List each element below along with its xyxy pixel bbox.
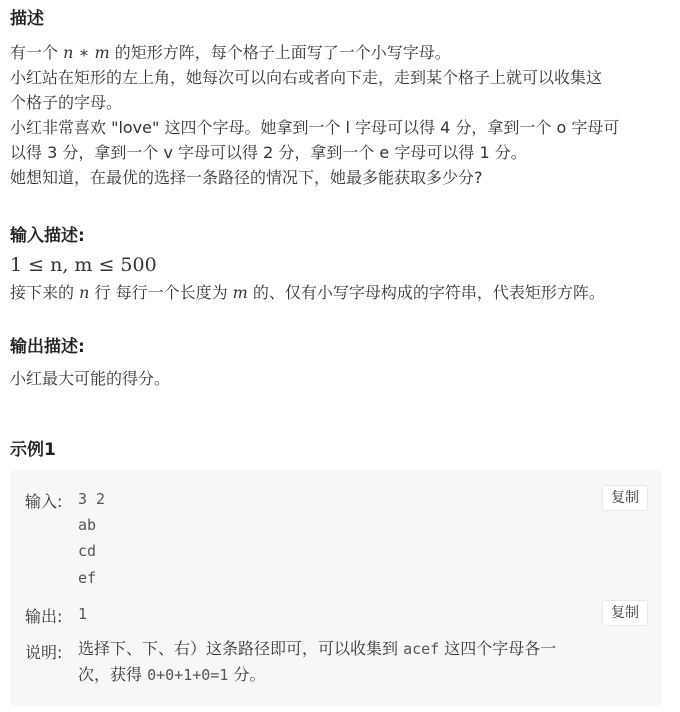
example-input-line-2: ab	[78, 516, 97, 534]
description-line-6: 她想知道，在最优的选择一条路径的情况下，她最多能获取多少分?	[10, 168, 483, 187]
cols-math: m	[232, 283, 248, 302]
description-line-5: 以得 3 分，拿到一个 v 字母可以得 2 分，拿到一个 e 字母可以得 1 分。	[10, 143, 527, 162]
example-input-line-3: cd	[78, 542, 97, 560]
description-line-2: 小红站在矩形的左上角，她每次可以向右或者向下走，走到某个格子上就可以收集这	[10, 68, 603, 87]
example-explain-line-1	[78, 636, 648, 662]
description-line-4: 小红非常喜欢 "love" 这四个字母。她拿到一个 l 字母可以得 4 分，拿到一个 o 字母可	[10, 118, 620, 137]
example-box	[10, 470, 662, 706]
description-line-1-post: 的矩形方阵，每个格子上面写了一个小写字母。	[109, 43, 451, 62]
output-description-text: 小红最大可能的得分。	[10, 369, 171, 388]
input-line-post: 的、仅有小写字母构成的字符串，代表矩形方阵。	[247, 283, 605, 302]
example-explain-label: 说明:	[25, 643, 63, 662]
input-line-pre: 接下来的	[10, 283, 80, 302]
input-description-body	[10, 252, 670, 305]
constraint-math: 1 ≤ n, m ≤ 500	[10, 254, 157, 276]
input-line-mid: 行 每行一个长度为	[89, 283, 233, 302]
description-line-1	[10, 40, 670, 65]
input-description-line	[10, 280, 670, 305]
explain-line-1-pre: 选择下、下、右）这条路径即可，可以收集到	[78, 639, 404, 658]
copy-output-button[interactable]: 复制	[602, 600, 648, 626]
description-body	[10, 40, 670, 190]
explain-code-letters: acef	[403, 640, 440, 658]
example-explain-line-2	[78, 662, 648, 688]
explain-code-sum: 0+0+1+0=1	[147, 666, 229, 684]
description-title: 描述	[10, 9, 44, 29]
explain-line-1-post: 这四个字母各一	[439, 639, 557, 658]
example-input-line-1: 3 2	[78, 490, 106, 508]
example-output-value: 1	[78, 605, 88, 623]
input-description-title: 输入描述:	[10, 226, 85, 246]
explain-line-2-post: 分。	[228, 665, 266, 684]
output-description-title: 输出描述:	[10, 337, 85, 357]
example-input-line-4: ef	[78, 569, 97, 587]
example-output-label: 输出:	[25, 607, 63, 626]
matrix-size-math: n ∗ m	[63, 43, 110, 62]
example-input-label: 输入:	[25, 492, 63, 511]
rows-math: n	[79, 283, 90, 302]
explain-line-2-pre: 次，获得	[78, 665, 148, 684]
example-title: 示例1	[10, 440, 56, 460]
copy-input-button[interactable]: 复制	[602, 485, 648, 511]
description-line-1-pre: 有一个	[10, 43, 64, 62]
description-line-3: 个格子的字母。	[10, 93, 123, 112]
